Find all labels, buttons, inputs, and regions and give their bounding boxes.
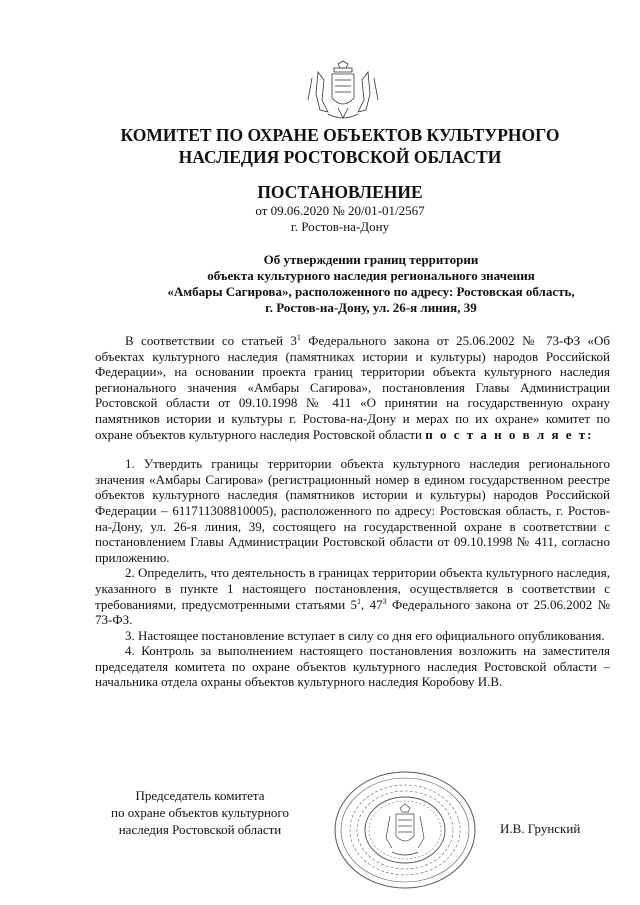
item-2-text-2: , 47	[361, 596, 383, 612]
document-body	[95, 333, 610, 690]
coat-of-arms-emblem	[298, 60, 388, 126]
signer-title-line-1: Председатель комитета	[135, 788, 265, 803]
item-2-text-3: Федерального закона от 25.06.2002 № 73-ФЗ.	[95, 596, 610, 628]
signer-title	[80, 787, 320, 838]
item-1-paragraph: 1. Утвердить границы территории объекта культурного наследия регионального значения «Амбары Сагирова» (регистрационный номер в едином государственном реестре объектов культурного наследия (памятников истории и культуры) народов Российской Федерации – 611711308810005), расположенного по адресу: Ростовская область, г. Ростов-на-Дону, ул. 26-я линия, 39, состоящего на государственной охране в соответствии с постановлением Главы Администрации Ростовской области от 09.10.1998 № 411, согласно приложению.	[95, 456, 610, 565]
document-meta	[80, 203, 600, 235]
item-2-text-1: 2. Определить, что деятельность в границах территории объекта культурного наследия, указанного в пункте 1 настоящего постановления, осуществляется в соответствии с требованиями, предусмотренными статьями 5	[95, 565, 610, 612]
document-type: ПОСТАНОВЛЕНИЕ	[257, 182, 423, 202]
preamble-paragraph	[95, 333, 610, 442]
preamble-text-1: В соответствии со статьей 3	[125, 333, 297, 348]
subject-line-1: Об утверждении границ территории	[263, 252, 479, 267]
subject-line-4: г. Ростов-на-Дону, ул. 26-я линия, 39	[265, 300, 477, 315]
item-4-paragraph: 4. Контроль за выполнением настоящего постановления возложить на заместителя председателя комитета по охране объектов культурного наследия Ростовской области – начальника отдела охраны объектов культурного наследия Коробову И.В.	[95, 643, 610, 690]
document-date-number: от 09.06.2020 № 20/01-01/2567	[255, 203, 425, 218]
item-2-superscript-1: 1	[357, 596, 362, 606]
item-2-superscript-2: 3	[382, 596, 387, 606]
decree-word: п о с т а н о в л я е т:	[425, 426, 594, 442]
signer-name: И.В. Грунский	[500, 821, 581, 836]
preamble-text-2: Федерального закона от 25.06.2002 № 73-ФЗ «Об объектах культурного наследия (памятниках истории и культуры) народов Российской Федерации», на основании проекта границ территории объекта культурного наследия регионального значения «Амбары Сагирова», постановления Главы Администрации Ростовской области от 09.10.1998 № 411 «О принятии на государственную охрану памятников истории и культуры г. Ростова-на-Дону и мерах по их охране» комитет по охране объектов культурного наследия Ростовской области	[95, 333, 610, 442]
official-seal-stamp	[330, 768, 480, 893]
org-name-line-2: НАСЛЕДИЯ РОСТОВСКОЙ ОБЛАСТИ	[178, 147, 502, 167]
preamble-superscript: 1	[296, 333, 301, 342]
org-name-line-1: КОМИТЕТ ПО ОХРАНЕ ОБЪЕКТОВ КУЛЬТУРНОГО	[120, 125, 560, 145]
document-subject	[116, 252, 626, 316]
document-city: г. Ростов-на-Дону	[290, 219, 390, 234]
signer-title-line-3: наследия Ростовской области	[118, 822, 282, 837]
organization-header	[80, 124, 600, 168]
subject-line-3: «Амбары Сагирова», расположенного по адресу: Ростовская область,	[167, 284, 575, 299]
subject-line-2: объекта культурного наследия регионального значения	[207, 268, 535, 283]
item-3-paragraph: 3. Настоящее постановление вступает в силу со дня его официального опубликования.	[125, 627, 605, 643]
signer-title-line-2: по охране объектов культурного	[111, 805, 289, 820]
item-2-paragraph	[95, 565, 610, 627]
